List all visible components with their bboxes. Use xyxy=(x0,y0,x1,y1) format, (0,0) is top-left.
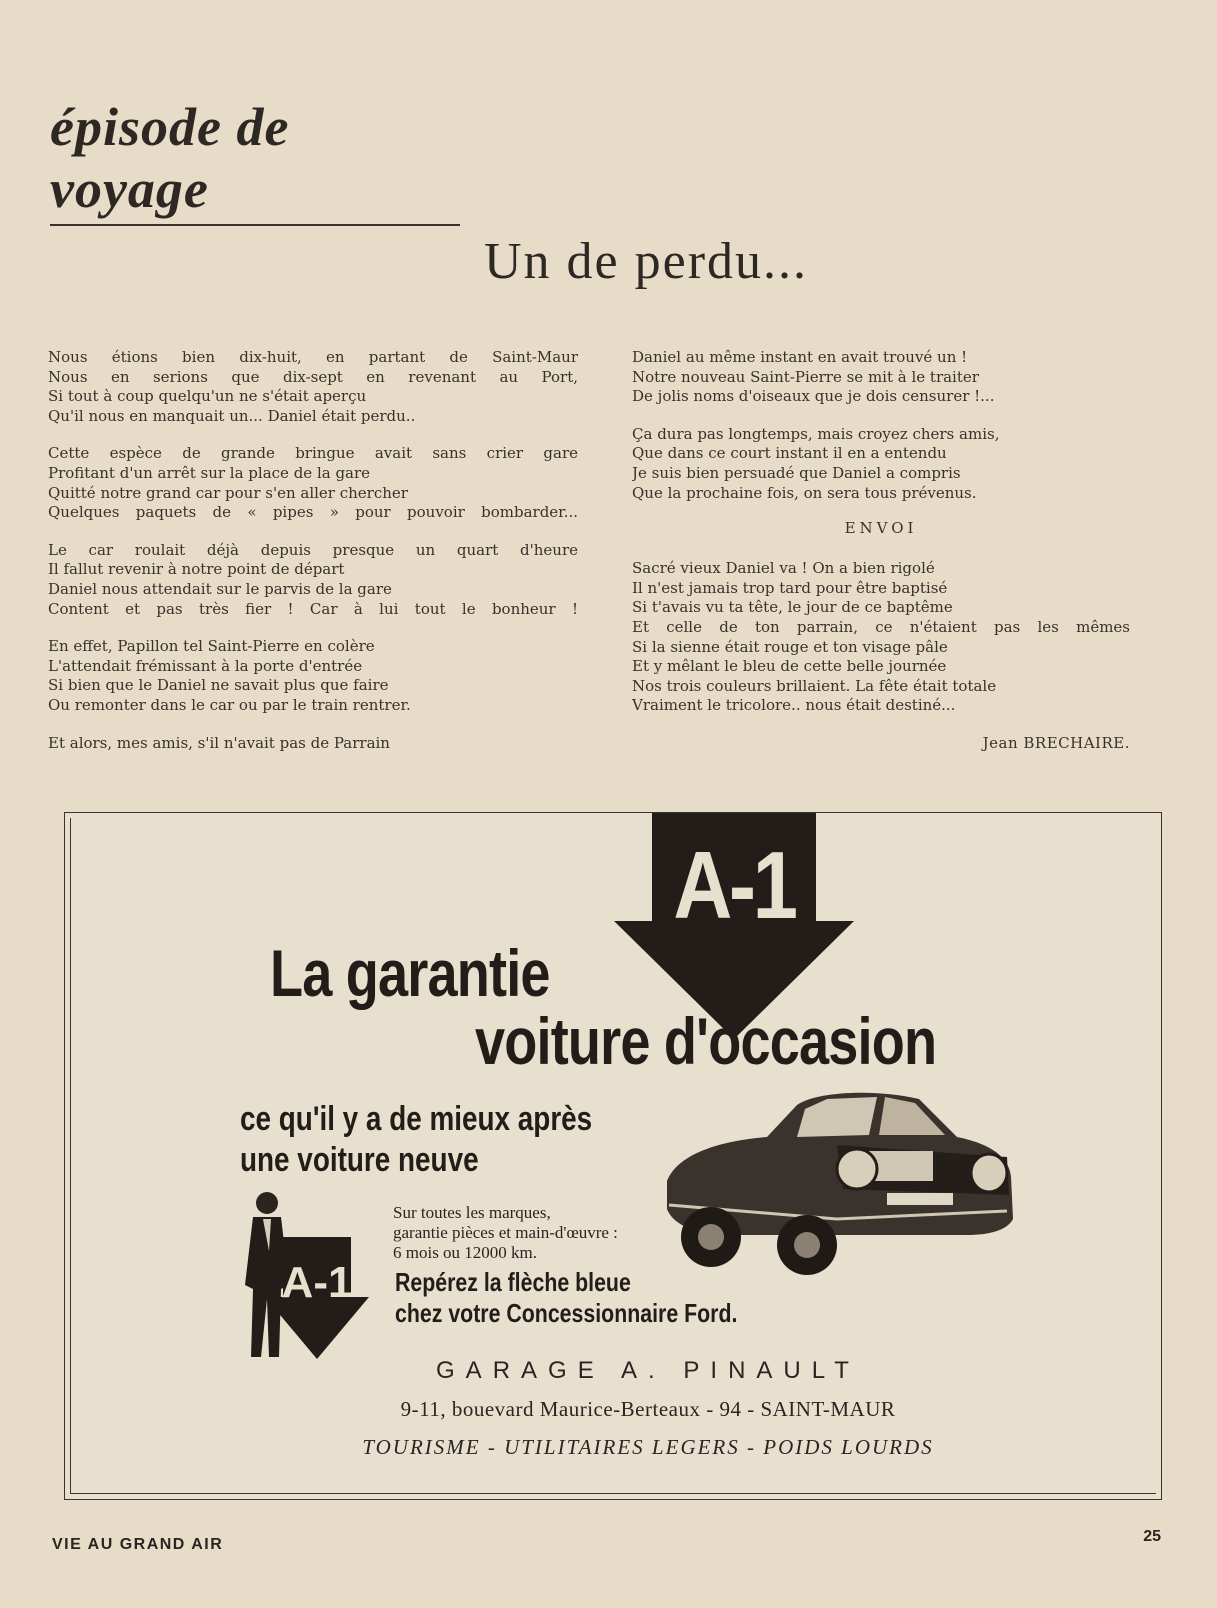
cta-line1: Repérez la flèche bleue xyxy=(395,1267,631,1297)
garage-services: TOURISME - UTILITAIRES LEGERS - POIDS LOURDS xyxy=(362,1435,934,1459)
magazine-name: VIE AU GRAND AIR xyxy=(52,1536,224,1553)
garage-address: 9-11, bouevard Maurice-Berteaux - 94 - SAINT-MAUR xyxy=(400,1397,896,1421)
stanza xyxy=(632,559,1130,716)
stanza xyxy=(48,734,578,754)
poem-line: Nos trois couleurs brillaient. La fête était totale xyxy=(632,676,997,695)
poem-line: Que la prochaine fois, on sera tous prévenus. xyxy=(632,483,977,502)
poem-line: Il fallut revenir à notre point de départ xyxy=(48,560,345,579)
poem-line: Cette espèce de grande bringue avait sans crier gare xyxy=(48,444,578,463)
poem-line: Quitté notre grand car pour s'en aller chercher xyxy=(48,483,408,502)
poem-line: Vraiment le tricolore.. nous était destiné... xyxy=(632,696,956,715)
poem-line: Si tout à coup quelqu'un ne s'était aperçu xyxy=(48,387,367,406)
stanza xyxy=(48,541,578,619)
poem-line: Content et pas très fier ! Car à lui tout le bonheur ! xyxy=(48,599,578,618)
ad-headline-line2: voiture d'occasion xyxy=(475,1004,937,1078)
ad-call-to-action xyxy=(395,1267,737,1329)
terms-line: 6 mois ou 12000 km. xyxy=(393,1243,538,1262)
stanza xyxy=(48,348,578,426)
advertisement xyxy=(64,812,1162,1500)
ad-headline-line1: La garantie xyxy=(270,936,550,1010)
poem-line: Quelques paquets de « pipes » pour pouvoir bombarder... xyxy=(48,503,578,522)
a1-arrow-label: A-1 xyxy=(673,832,795,939)
poem-line: Si bien que le Daniel ne savait plus que faire xyxy=(48,676,389,695)
poem-line: Qu'il nous en manquait un... Daniel était perdu.. xyxy=(48,406,416,425)
stanza xyxy=(632,425,1130,503)
poem-line: Sacré vieux Daniel va ! On a bien rigolé xyxy=(632,559,935,578)
poem-line: Que dans ce court instant il en a entendu xyxy=(632,444,947,463)
poem-line: Si la sienne était rouge et ton visage pâle xyxy=(632,637,948,656)
ad-subheadline-line2: une voiture neuve xyxy=(240,1141,479,1179)
poem-line: En effet, Papillon tel Saint-Pierre en colère xyxy=(48,637,375,656)
poem-line: Ça dura pas longtemps, mais croyez chers amis, xyxy=(632,424,1000,443)
envoi-heading: ENVOI xyxy=(844,519,918,538)
mechanic-figure-icon xyxy=(239,1189,369,1361)
poem-line: Et alors, mes amis, s'il n'avait pas de Parrain xyxy=(48,733,390,752)
cta-line2: chez votre Concessionnaire Ford. xyxy=(395,1298,738,1328)
terms-line: Sur toutes les marques, xyxy=(393,1203,551,1222)
poem-line: De jolis noms d'oiseaux que je dois censurer !... xyxy=(632,387,995,406)
poem-line: Et celle de ton parrain, ce n'étaient pas les mêmes xyxy=(632,617,1130,636)
garage-name: GARAGE A. PINAULT xyxy=(436,1357,860,1384)
warranty-terms xyxy=(393,1203,618,1263)
poem-line: Profitant d'un arrêt sur la place de la gare xyxy=(48,463,371,482)
ad-subheadline xyxy=(240,1099,592,1181)
poem-line: Daniel au même instant en avait trouvé un ! xyxy=(632,348,968,366)
terms-line: garantie pièces et main-d'œuvre : xyxy=(393,1223,618,1242)
poem-right-column xyxy=(632,348,1130,752)
poem-line: Notre nouveau Saint-Pierre se mit à le traiter xyxy=(632,367,979,386)
small-a1-label: A-1 xyxy=(281,1258,353,1307)
poem-line: Je suis bien persuadé que Daniel a compris xyxy=(632,463,961,482)
stanza xyxy=(48,637,578,715)
poem-line: Nous étions bien dix-huit, en partant de Saint-Maur xyxy=(48,348,578,366)
poem-line: Daniel nous attendait sur le parvis de la gare xyxy=(48,579,392,598)
poem-line: Ou remonter dans le car ou par le train rentrer. xyxy=(48,695,411,714)
poem-left-column xyxy=(48,348,578,771)
poem-line: Nous en serions que dix-sept en revenant au Port, xyxy=(48,367,578,386)
poem-line: L'attendait frémissant à la porte d'entrée xyxy=(48,656,363,675)
author-signature: Jean BRECHAIRE. xyxy=(982,733,1130,752)
stanza xyxy=(48,444,578,522)
section-title: épisode de voyage xyxy=(50,96,460,226)
poem-line: Il n'est jamais trop tard pour être baptisé xyxy=(632,578,948,597)
poem-line: Si t'avais vu ta tête, le jour de ce baptême xyxy=(632,598,953,617)
poem-title: Un de perdu... xyxy=(483,233,809,290)
poem-line: Le car roulait déjà depuis presque un quart d'heure xyxy=(48,540,578,559)
ad-subheadline-line1: ce qu'il y a de mieux après xyxy=(240,1100,593,1138)
poem-line: Et y mêlant le bleu de cette belle journée xyxy=(632,657,947,676)
ford-car-illustration xyxy=(657,1085,1017,1277)
page-number: 25 xyxy=(1143,1528,1161,1545)
stanza xyxy=(632,348,1130,407)
